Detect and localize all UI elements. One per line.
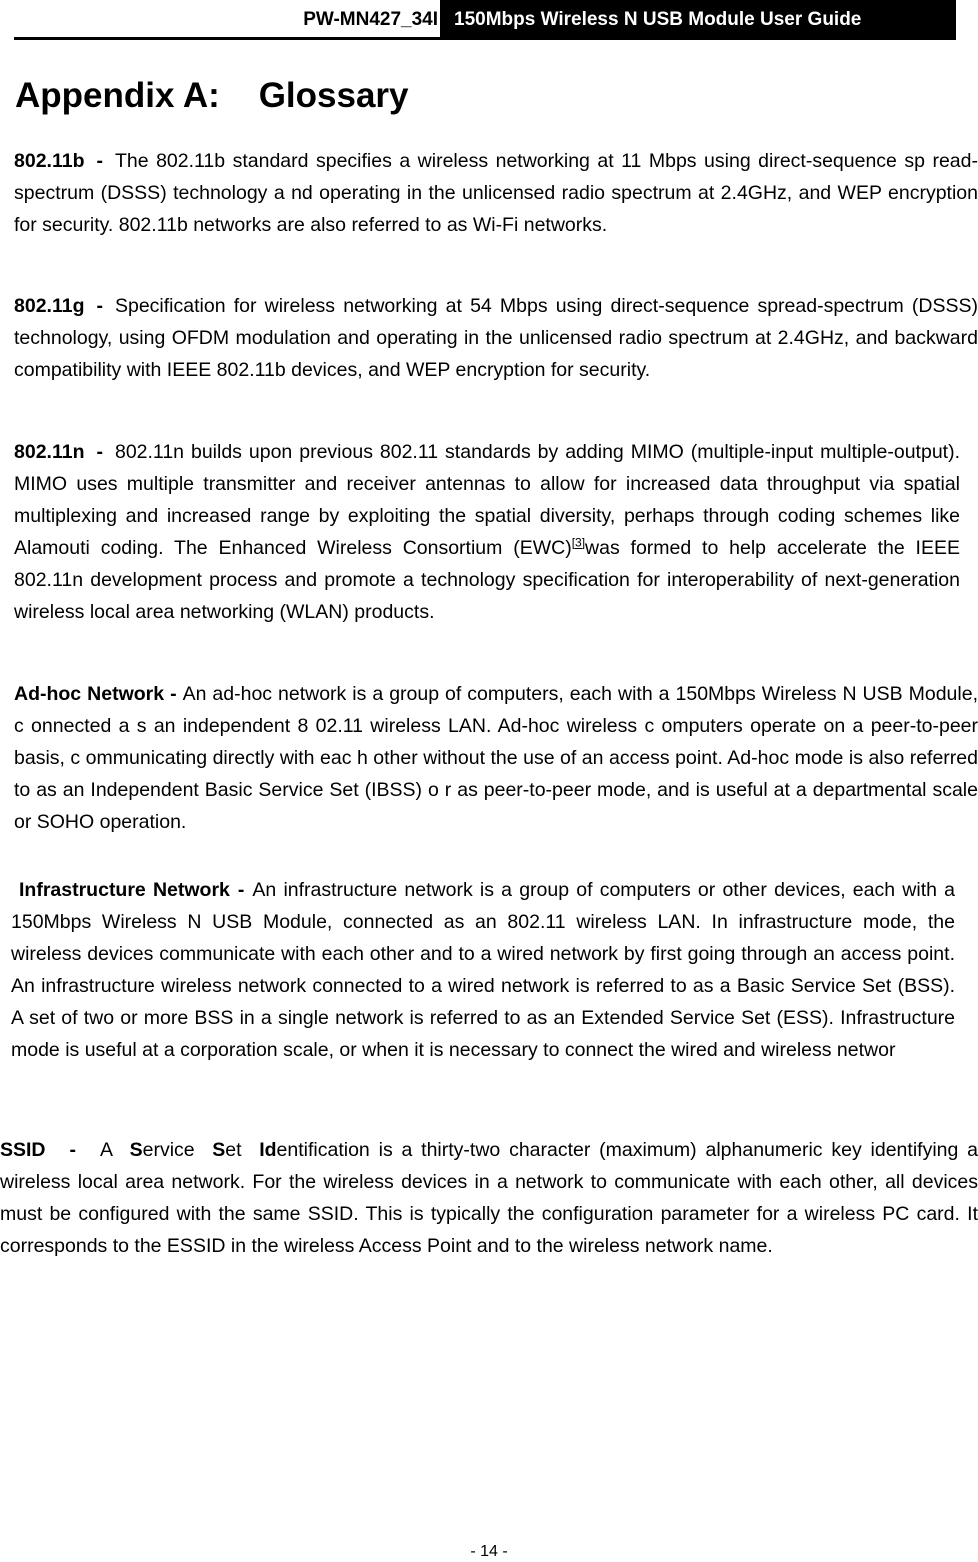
glossary-definition: An ad-hoc network is a group of computers, each with a 150Mbps Wireless N USB Module, c onnected a s an independent 8 02.11 wireless LAN. Ad-hoc wireless c omputers operate on a peer-to-peer basis, c ommunicating directly with eac h other without the use of an access point. Ad-hoc mode is also referred to as an Independent Basic Service Set (IBSS) o r as peer-to-peer mode, and is useful at a departmental scale or SOHO operation. xyxy=(14,683,978,833)
term-dash: - xyxy=(96,295,103,317)
model-number: PW-MN427_34I xyxy=(303,9,438,30)
glossary-entry-80211g xyxy=(14,290,978,386)
page-title: Appendix A: Glossary xyxy=(15,76,409,115)
ssid-expansion-word: ervice xyxy=(142,1139,195,1161)
glossary-entry-80211n xyxy=(14,436,960,628)
glossary-definition: 802.11n builds upon previous 802.11 standards by adding MIMO (multiple-input multiple-output). MIMO uses multiple transmitter and receiver antennas to allow for increased data throughput via spatial multiplexing and increased range by exploiting the spatial diversity, perhaps through coding schemes like Alamouti coding. The Enhanced Wireless Consortium (EWC) xyxy=(14,441,960,559)
glossary-entry-adhoc-network xyxy=(14,678,978,838)
page-header xyxy=(14,0,956,40)
ssid-article: A xyxy=(100,1139,112,1161)
glossary-term: 802.11g xyxy=(14,295,85,317)
footnote-reference-link[interactable]: [3] xyxy=(571,535,586,550)
term-dash: - xyxy=(96,441,103,463)
header-rule xyxy=(14,37,956,40)
term-dash: - xyxy=(237,879,245,901)
ssid-expansion-letter: Id xyxy=(259,1139,277,1161)
glossary-entry-infrastructure-network xyxy=(11,874,955,1066)
glossary-entry-ssid xyxy=(0,1134,978,1262)
glossary-term: Infrastructure Network xyxy=(19,879,230,901)
glossary-term: 802.11n xyxy=(14,441,85,463)
ssid-expansion-letter: S xyxy=(129,1139,143,1161)
term-dash: - xyxy=(170,683,177,705)
glossary-entry-80211b xyxy=(14,145,978,241)
ssid-expansion-word: entification xyxy=(276,1139,370,1161)
glossary-definition: Specification for wireless networking at 54 Mbps using direct-sequence spread-spectrum (DSSS) technology, using OFDM modulation and operating in the unlicensed radio spectrum at 2.4GHz, and backward compatibility with IEEE 802.11b devices, and WEP encryption for security. xyxy=(14,295,978,381)
glossary-definition: is a thirty-two character (maximum) alphanumeric key identifying a wireless local area network. For the wireless devices in a network to communicate with each other, all devices must be configured with the same SSID. This is typically the configuration parameter for a wireless PC card. It corresponds to the ESSID in the wireless Access Point and to the wireless network name. xyxy=(0,1139,978,1257)
term-dash: - xyxy=(69,1139,77,1161)
glossary-definition-continued: was formed to help accelerate the IEEE 802.11n development process and promote a technology specification for interoperability of next-generation wireless local area networking (WLAN) products. xyxy=(14,537,960,623)
term-dash: - xyxy=(96,150,103,172)
glossary-definition: The 802.11b standard specifies a wireless networking at 11 Mbps using direct-sequence sp read-spectrum (DSSS) technology a nd operating in the unlicensed radio spectrum at 2.4GHz, and WEP encryption for security. 802.11b networks are also referred to as Wi-Fi networks. xyxy=(14,150,978,236)
glossary-term: Ad-hoc Network xyxy=(14,683,165,705)
glossary-definition: An infrastructure network is a group of computers or other devices, each with a 150Mbps Wireless N USB Module, connected as an 802.11 wireless LAN. In infrastructure mode, the wireless devices communicate with each other and to a wired network by first going through an access point. An infrastructure wireless network connected to a wired network is referred to as a Basic Service Set (BSS). A set of two or more BSS in a single network is referred to as an Extended Service Set (ESS). Infrastructure mode is useful at a corporation scale, or when it is necessary to connect the wired and wireless networ xyxy=(11,879,955,1061)
glossary-term: SSID xyxy=(0,1139,46,1161)
ssid-expansion-word: et xyxy=(225,1139,242,1161)
glossary-term: 802.11b xyxy=(14,150,85,172)
guide-title: 150Mbps Wireless N USB Module User Guide xyxy=(440,0,956,40)
page-number: - 14 - xyxy=(470,1543,508,1560)
ssid-expansion-letter: S xyxy=(212,1139,226,1161)
